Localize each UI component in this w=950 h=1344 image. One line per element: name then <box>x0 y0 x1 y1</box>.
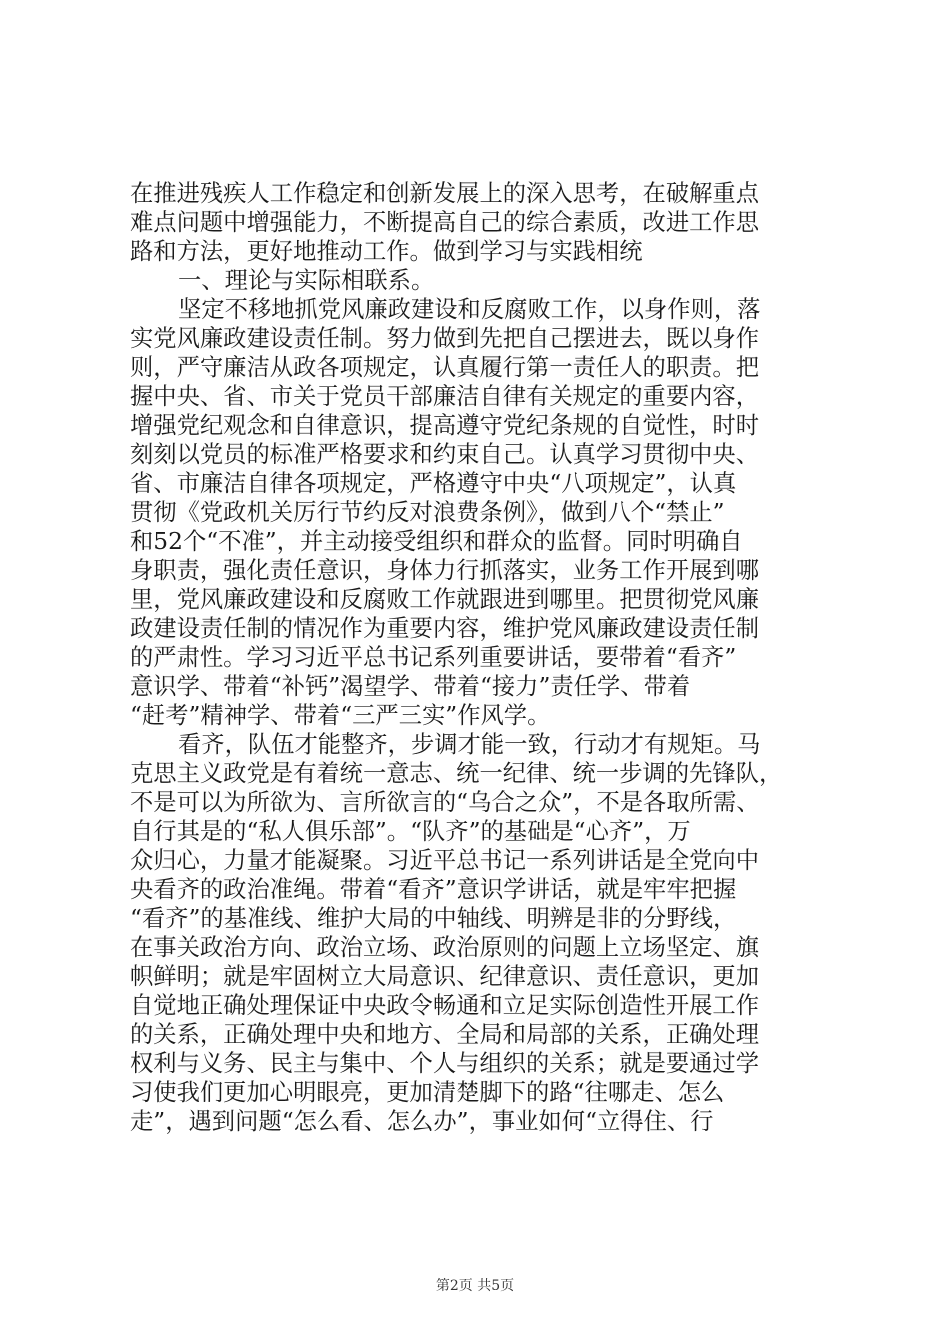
paragraph-start-line: 看齐，队伍才能整齐，步调才能一致，行动才有规矩。马 <box>178 731 761 758</box>
text-line: 习使我们更加心明眼亮，更加清楚脚下的路“往哪走、怎么 <box>130 1079 725 1106</box>
text-line: 省、市廉洁自律各项规定，严格遵守中央“八项规定”，认真 <box>130 470 737 497</box>
section-heading: 一、理论与实际相联系。 <box>178 267 435 294</box>
text-line: 在事关政治方向、政治立场、政治原则的问题上立场坚定、旗 <box>130 934 760 961</box>
text-line: 则，严守廉洁从政各项规定，认真履行第一责任人的职责。把 <box>130 354 760 381</box>
text-line: 众归心，力量才能凝聚。习近平总书记一系列讲话是全党向中 <box>130 847 760 874</box>
text-line: 难点问题中增强能力，不断提高自己的综合素质，改进工作思 <box>130 209 760 236</box>
text-line: 帜鲜明；就是牢固树立大局意识、纪律意识、责任意识，更加 <box>130 963 760 990</box>
text-line: 增强党纪观念和自律意识，提高遵守党纪条规的自觉性，时时 <box>130 412 760 439</box>
page-footer <box>0 1275 950 1295</box>
text-line: 的关系，正确处理中央和地方、全局和局部的关系，正确处理 <box>130 1021 760 1048</box>
text-line: 权利与义务、民主与集中、个人与组织的关系；就是要通过学 <box>130 1050 760 1077</box>
text-line: 刻刻以党员的标准严格要求和约束自己。认真学习贯彻中央、 <box>130 441 760 468</box>
text-line: “赶考”精神学、带着“三严三实”作风学。 <box>130 702 551 729</box>
text-line: 身职责，强化责任意识，身体力行抓落实，业务工作开展到哪 <box>130 557 760 584</box>
text-line: 路和方法，更好地推动工作。做到学习与实践相统 <box>130 238 643 265</box>
text-line: 的严肃性。学习习近平总书记系列重要讲话，要带着“看齐” <box>130 644 737 671</box>
text-line: 里，党风廉政建设和反腐败工作就跟进到哪里。把贯彻党风廉 <box>130 586 760 613</box>
document-body <box>130 179 830 1136</box>
text-line: 政建设责任制的情况作为重要内容，维护党风廉政建设责任制 <box>130 615 760 642</box>
text-line: 央看齐的政治准绳。带着“看齐”意识学讲话，就是牢牢把握 <box>130 876 737 903</box>
text-line: 在推进残疾人工作稳定和创新发展上的深入思考，在破解重点 <box>130 180 760 207</box>
text-line: 克思主义政党是有着统一意志、统一纪律、统一步调的先锋队， <box>130 760 783 787</box>
paragraph-start-line: 坚定不移地抓党风廉政建设和反腐败工作，以身作则，落 <box>178 296 761 323</box>
text-line: 贯彻《党政机关厉行节约反对浪费条例》，做到八个“禁止” <box>130 499 725 526</box>
text-line: 自觉地正确处理保证中央政令畅通和立足实际创造性开展工作 <box>130 992 760 1019</box>
text-line: 和52个“不准”，并主动接受组织和群众的监督。同时明确自 <box>130 528 743 555</box>
text-line: 走”，遇到问题“怎么看、怎么办”，事业如何“立得住、行 <box>130 1108 714 1135</box>
text-line: 自行其是的“私人俱乐部”。“队齐”的基础是“心齐”，万 <box>130 818 691 845</box>
text-line: 意识学、带着“补钙”渴望学、带着“接力”责任学、带着 <box>130 673 691 700</box>
text-line: 实党风廉政建设责任制。努力做到先把自己摆进去，既以身作 <box>130 325 760 352</box>
text-line: 握中央、省、市关于党员干部廉洁自律有关规定的重要内容， <box>130 383 760 410</box>
text-line: “看齐”的基准线、维护大局的中轴线、明辨是非的分野线， <box>130 905 737 932</box>
page-number: 第2页 共5页 <box>435 1278 515 1294</box>
text-line: 不是可以为所欲为、言所欲言的“乌合之众”，不是各取所需、 <box>130 789 760 816</box>
